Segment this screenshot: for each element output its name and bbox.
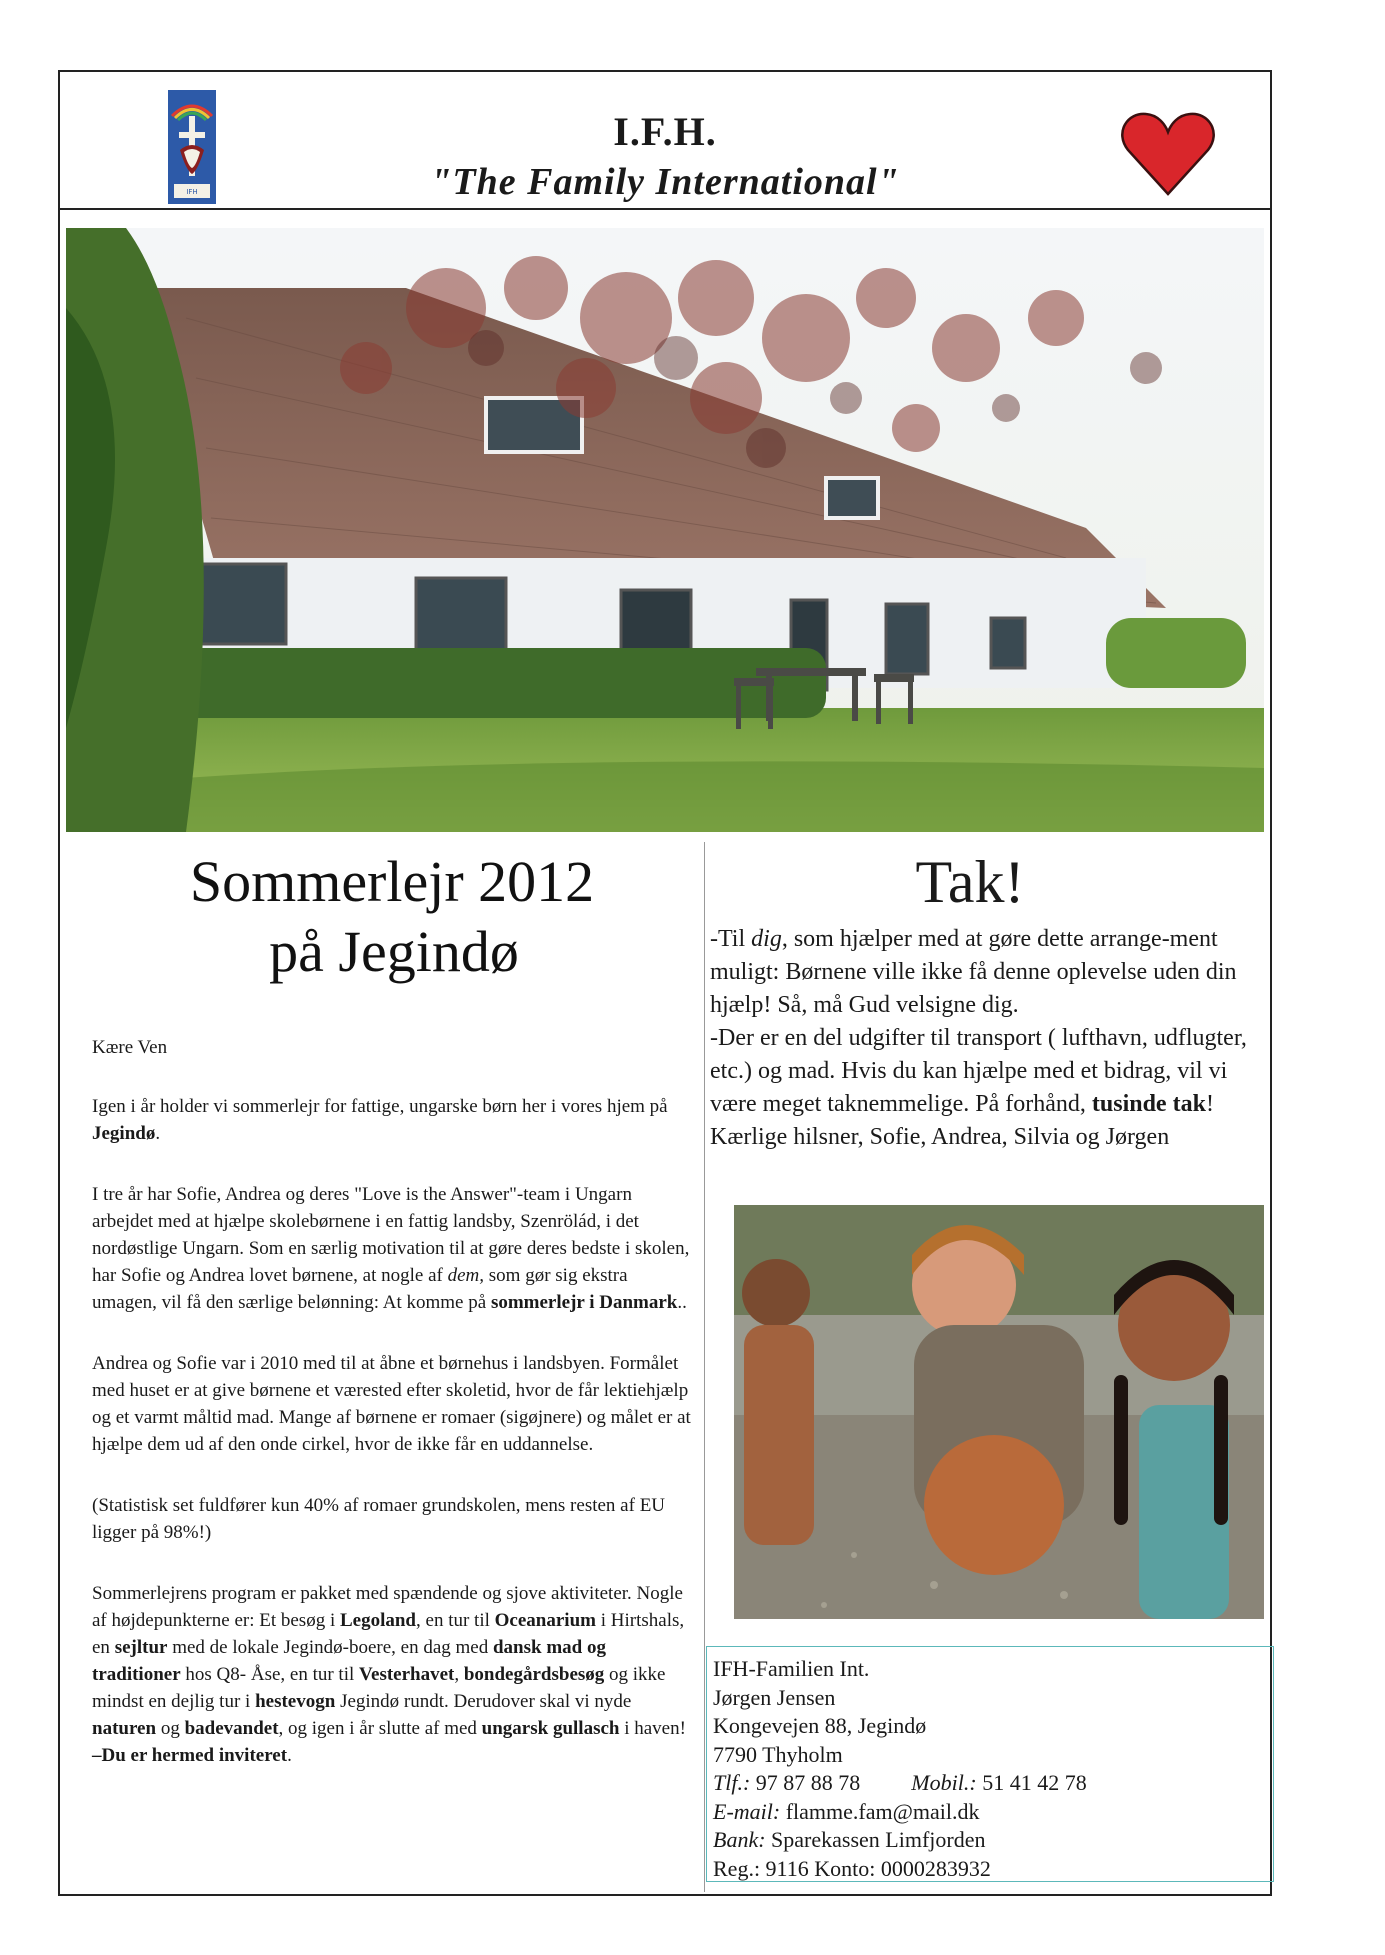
text-run: . <box>155 1123 161 1144</box>
text-run: Igen i år holder vi sommerlejr for fattige, ungarske børn her i vores hjem på <box>92 1096 668 1117</box>
text-run: som gør sig ekstra umagen, vil få den særlige belønning: At komme på <box>92 1265 628 1313</box>
house-photo <box>66 228 1264 832</box>
text-run: , som hjælper med at gøre dette arrange-ment muligt: Børnene ville ikke få denne oplevelse uden din hjælp! Så, må Gud velsigne dig. <box>710 926 1237 1018</box>
contact-city: 7790 Thyholm <box>713 1741 843 1767</box>
article-title-line2: på Jegindø <box>269 919 519 984</box>
bank-name: Sparekassen Limfjorden <box>771 1827 986 1852</box>
text-run: -Der er en del udgifter til transport ( lufthavn, udflugter, etc.) og mad. Hvis du kan hjælpe med et bidrag, vil vi være meget taknemmelige. På forhånd, <box>710 1025 1247 1117</box>
text-run: Oceanarium <box>494 1610 596 1631</box>
text-run: dem, <box>447 1265 485 1286</box>
text-run: og <box>156 1718 185 1739</box>
paragraph-program <box>92 1580 692 1769</box>
text-run: dansk mad og traditioner <box>92 1637 606 1685</box>
heart-icon <box>1120 110 1216 198</box>
mobile-number: 51 41 42 78 <box>982 1770 1087 1795</box>
phone-label: Tlf.: <box>713 1770 751 1795</box>
email-address[interactable]: flamme.fam@mail.dk <box>785 1798 980 1824</box>
org-title: I.F.H. <box>613 109 717 154</box>
contact-bank-row <box>713 1826 1273 1855</box>
text-run: dig <box>751 926 782 952</box>
paragraph-intro <box>92 1093 692 1147</box>
text-run: hos Q8- Åse, en tur til <box>180 1664 360 1685</box>
text-run: og ikke mindst en dejlig tur i <box>92 1664 666 1712</box>
text-run: I tre år har Sofie, Andrea og deres "Love is the Answer"-team i Ungarn arbejdet med at hjælpe skolebørnene i en fattig landsby, Szenrölád, i det nordøstlige Ungarn. Som en særlig motivation til at gøre deres bedste i skolen, har Sofie og Andrea lovet børnene, at nogle af <box>92 1184 690 1286</box>
paragraph-childrens-house <box>92 1350 692 1458</box>
bank-label: Bank: <box>713 1827 766 1852</box>
text-run: Legoland <box>339 1610 417 1631</box>
svg-text:IFH: IFH <box>186 188 198 196</box>
newsletter-page <box>58 70 1272 1896</box>
text-run: sejltur <box>114 1637 168 1658</box>
contact-name: Jørgen Jensen <box>713 1684 836 1710</box>
greeting: Kære Ven <box>92 1037 168 1058</box>
summer-camp-article <box>92 847 692 1769</box>
contact-box <box>706 1646 1274 1882</box>
org-subtitle: "The Family International" <box>430 161 900 203</box>
text-run: Jegindø rundt. Derudover skal vi nyde <box>335 1691 632 1712</box>
children-photo <box>734 1205 1264 1619</box>
text-run: , en tur til <box>416 1610 495 1631</box>
text-run: -Til <box>710 926 752 952</box>
text-run: sommerlejr i Danmark <box>490 1292 678 1313</box>
text-run: Vesterhavet <box>359 1664 455 1685</box>
text-run: .. <box>677 1292 687 1313</box>
column-divider <box>704 842 705 1892</box>
thanks-title: Tak! <box>915 849 1025 915</box>
contact-email-row <box>713 1798 1273 1827</box>
text-run: badevandet <box>184 1718 279 1739</box>
thanks-section <box>710 847 1270 1154</box>
thanks-text <box>710 923 1270 1154</box>
text-run: , og igen i år slutte af med <box>278 1718 482 1739</box>
text-run: i haven! <box>619 1718 686 1739</box>
paragraph-statistics <box>92 1492 692 1546</box>
text-run: (Statistisk set fuldfører kun 40% af romaer grundskolen, mens resten af EU ligger på 98%!) <box>92 1495 666 1543</box>
text-run: med de lokale Jegindø-boere, en dag med <box>167 1637 493 1658</box>
contact-phones <box>713 1769 1273 1798</box>
text-run: i Hirtshals, en <box>92 1610 685 1658</box>
text-run: naturen <box>92 1718 157 1739</box>
contact-address: Kongevejen 88, Jegindø <box>713 1713 927 1738</box>
text-run: Jegindø <box>92 1123 156 1144</box>
phone-number: 97 87 88 78 <box>755 1770 861 1795</box>
text-run: ungarsk gullasch <box>481 1718 620 1739</box>
contact-org: IFH-Familien Int. <box>713 1656 870 1681</box>
email-label: E-mail: <box>713 1798 781 1824</box>
text-run: Andrea og Sofie var i 2010 med til at åbne et børnehus i landsbyen. Formålet med huset er at give børnene et værested efter skoletid, hvor de får lektiehjælp og et varmt måltid mad. Mange af børnene er romaer (sigøjnere) og målet er at hjælpe dem ud af den onde cirkel, hvor de ikke får en uddannelse. <box>92 1353 691 1455</box>
mobile-label: Mobil.: <box>911 1770 977 1795</box>
paragraph-team <box>92 1181 692 1316</box>
text-run: Sommerlejrens program er pakket med spændende og sjove aktiviteter. Nogle af højdepunkterne er: Et besøg i <box>92 1583 683 1631</box>
article-title-line1: Sommerlejr 2012 <box>189 849 595 914</box>
text-run: , <box>454 1664 464 1685</box>
text-run: Kærlige hilsner, Sofie, Andrea, Silvia og Jørgen <box>710 1124 1170 1150</box>
text-run: tusinde tak <box>1091 1091 1206 1117</box>
text-run: hestevogn <box>255 1691 336 1712</box>
text-run: . <box>287 1745 292 1766</box>
text-run: bondegårdsbesøg <box>463 1664 605 1685</box>
text-run: ! <box>1205 1091 1214 1117</box>
contact-account: Reg.: 9116 Konto: 0000283932 <box>713 1855 991 1881</box>
text-run: –Du er hermed inviteret <box>92 1745 288 1766</box>
newsletter-header <box>60 72 1270 210</box>
